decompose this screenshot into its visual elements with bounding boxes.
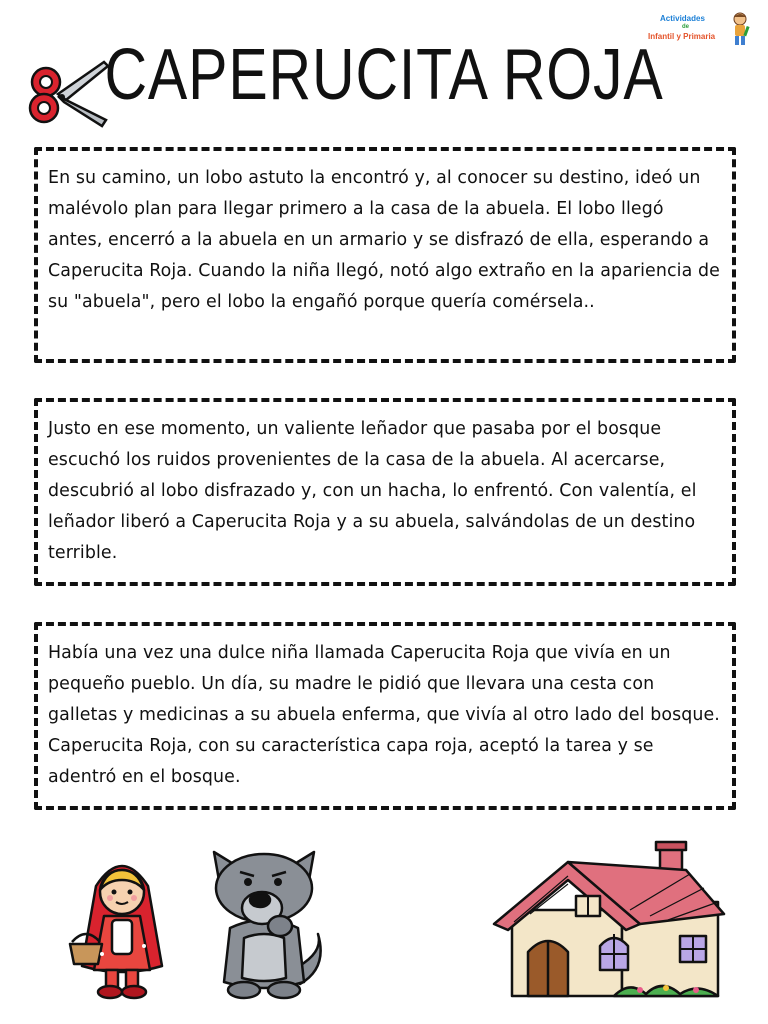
- red-riding-hood-illustration: [66, 846, 178, 1002]
- story-box-2[interactable]: [34, 398, 736, 586]
- brand-logo: [648, 10, 756, 48]
- story-paragraph-3: Había una vez una dulce niña llamada Caperucita Roja que vivía en un pequeño pueblo. Un día, su madre le pidió que llevara una cesta con galletas y medicinas a su abuela enferma, que vivía al otro lado del bosque. Caperucita Roja, con su característica capa roja, aceptó la tarea y se adentró en el bosque.: [48, 643, 720, 787]
- grandma-house-illustration: [490, 840, 730, 1000]
- logo-text-line1: Actividades: [660, 14, 705, 23]
- story-box-3[interactable]: [34, 622, 736, 810]
- logo-kid-icon: [728, 12, 752, 46]
- page-title: CAPERUCITA ROJA: [104, 35, 664, 115]
- wolf-illustration: [200, 842, 328, 1002]
- logo-text-line2: de: [682, 24, 690, 30]
- logo-text-line3: Infantil y Primaria: [648, 32, 716, 41]
- story-paragraph-1: En su camino, un lobo astuto la encontró y, al conocer su destino, ideó un malévolo plan para llegar primero a la casa de la abuela. El lobo llegó antes, encerró a la abuela en un armario y se disfrazó de ella, esperando a Caperucita Roja. Cuando la niña llegó, notó algo extraño en la apariencia de su "abuela", pero el lobo la engañó porque quería comérsela..: [48, 168, 720, 312]
- story-paragraph-2: Justo en ese momento, un valiente leñador que pasaba por el bosque escuchó los ruidos provenientes de la casa de la abuela. Al acercarse, descubrió al lobo disfrazado y, con un hacha, lo enfrentó. Con valentía, el leñador liberó a Caperucita Roja y a su abuela, salvándolas de un destino terrible.: [48, 419, 697, 563]
- story-box-1[interactable]: [34, 147, 736, 363]
